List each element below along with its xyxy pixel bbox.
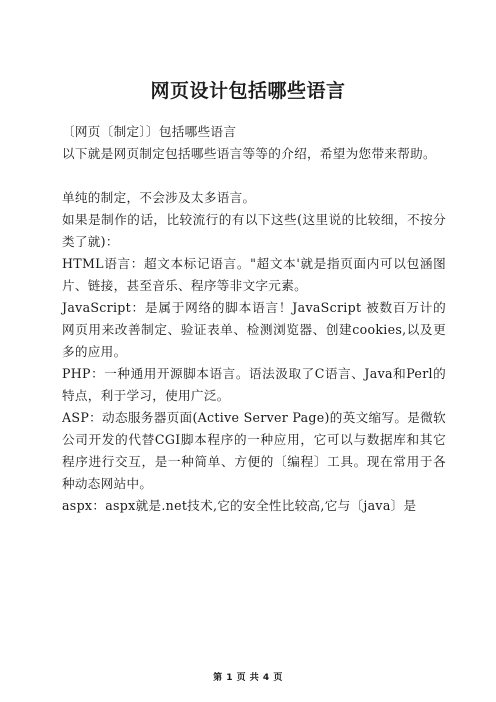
- paragraph-popular-list: 如果是制作的话，比较流行的有以下这些(这里说的比较细，不按分类了就)：: [62, 212, 446, 249]
- paragraph-intro: 以下就是网页制定包括哪些语言等等的介绍，希望为您带来帮助。: [62, 146, 436, 161]
- paragraph-simple-design: 单纯的制定，不会涉及太多语言。: [62, 190, 256, 205]
- paragraph-asp: ASP：动态服务器页面(Active Server Page)的英文缩写。是微软公司开发的代替CGI脚本程序的一种应用，它可以与数据库和其它程序进行交互，是一种简单、方便的〔编程〕工具。现在常用于各种动态网站中。: [62, 410, 446, 491]
- page-footer: 第 1 页 共 4 页: [213, 673, 283, 683]
- paragraph-aspx: aspx：aspx就是.net技术,它的安全性比较高,它与〔java〕是: [62, 498, 417, 513]
- document-body: [62, 121, 446, 517]
- paragraph-html: HTML语言：超文本标记语言。"超文本'就是指页面内可以包涵图片、链接，甚至音乐、程序等非文字元素。: [62, 256, 446, 293]
- paragraph-javascript: JavaScript：是属于网络的脚本语言！JavaScript 被数百万计的网页用来改善制定、验证表单、检测浏览器、创建cookies,以及更多的应用。: [62, 300, 446, 359]
- paragraph-php: PHP：一种通用开源脚本语言。语法汲取了C语言、Java和Perl的特点，利于学习，使用广泛。: [62, 366, 446, 403]
- paragraph-heading: 〔网页〔制定〕〕包括哪些语言: [62, 124, 237, 139]
- document-title: 网页设计包括哪些语言: [150, 80, 346, 102]
